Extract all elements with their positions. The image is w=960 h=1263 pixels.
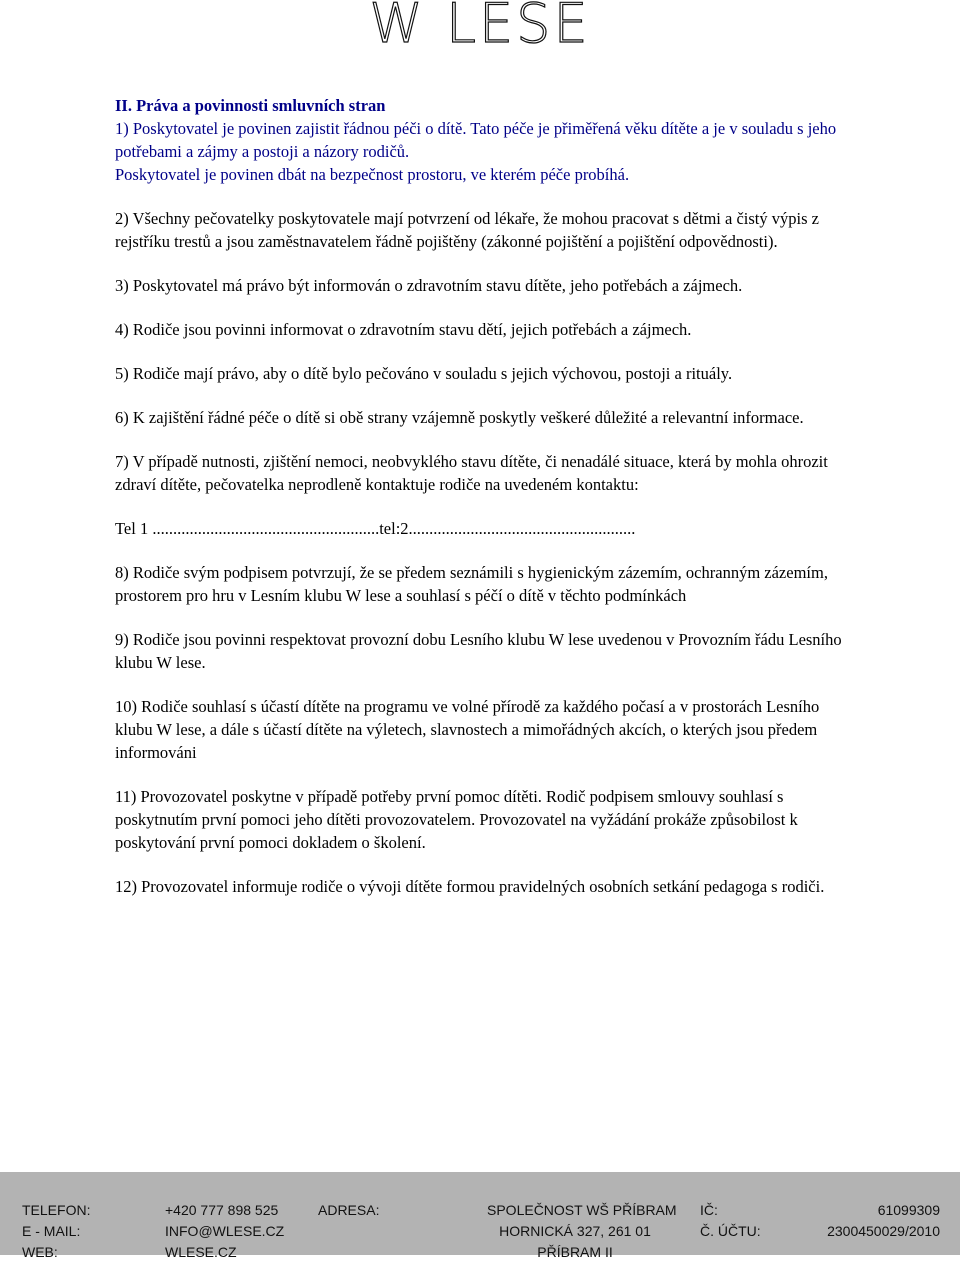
- paragraph-1: 1) Poskytovatel je povinen zajistit řádnou péči o dítě. Tato péče je přiměřená věku dítěte a je v souladu s jeho potřebami a zájmy a postoji a názory rodičů.: [115, 119, 837, 161]
- id-values: [790, 1200, 940, 1242]
- paragraph-8: 8) Rodiče svým podpisem potvrzují, že se předem seznámili s hygienickým zázemím, ochranným zázemím, prostorem pro hru v Lesním klubu W lese a souhlasí s péčí o dítě v těchto podmínkách: [115, 563, 828, 605]
- paragraph-12: 12) Provozovatel informuje rodiče o vývoji dítěte formou pravidelných osobních setkání pedagoga s rodiči.: [115, 877, 825, 896]
- address-line-2: HORNICKÁ 327, 261 01: [499, 1223, 651, 1239]
- document-body: [115, 94, 850, 919]
- address-block: [487, 1200, 677, 1263]
- phone-line: Tel 1 .......................................................tel:2.......................................................: [115, 519, 636, 538]
- address-label: [318, 1200, 379, 1221]
- paragraph-5: 5) Rodiče mají právo, aby o dítě bylo pečováno v souladu s jejich výchovou, postoji a rituály.: [115, 364, 733, 383]
- web-value[interactable]: WLESE.CZ: [165, 1244, 237, 1260]
- email-value[interactable]: INFO@WLESE.CZ: [165, 1223, 285, 1239]
- id-labels: [700, 1200, 761, 1242]
- footer-labels: [22, 1200, 90, 1263]
- address-line-3: PŘÍBRAM II: [537, 1244, 613, 1260]
- paragraph-9: 9) Rodiče jsou povinni respektovat provozní dobu Lesního klubu W lese uvedenou v Provozním řádu Lesního klubu W lese.: [115, 630, 842, 672]
- address-line-1: SPOLEČNOST WŠ PŘÍBRAM: [487, 1202, 677, 1218]
- paragraph-6: 6) K zajištění řádné péče o dítě si obě strany vzájemně poskytly veškeré důležité a relevantní informace.: [115, 408, 804, 427]
- paragraph-2: 2) Všechny pečovatelky poskytovatele mají potvrzení od lékaře, že mohou pracovat s dětmi a čistý výpis z rejstříku trestů a jsou zaměstnavatelem řádně pojištěny (zákonné pojištění a pojištění odpovědnosti).: [115, 209, 819, 251]
- ic-value: 61099309: [877, 1202, 940, 1218]
- account-value: 2300450029/2010: [827, 1223, 940, 1239]
- account-label: Č. ÚČTU:: [700, 1223, 761, 1239]
- logo: W LESE: [369, 0, 591, 55]
- paragraph-3: 3) Poskytovatel má právo být informován o zdravotním stavu dítěte, jeho potřebách a zájmech.: [115, 276, 743, 295]
- paragraph-4: 4) Rodiče jsou povinni informovat o zdravotním stavu dětí, jejich potřebách a zájmech.: [115, 320, 692, 339]
- address-label-text: ADRESA:: [318, 1202, 380, 1218]
- paragraph-7: 7) V případě nutnosti, zjištění nemoci, neobvyklého stavu dítěte, či nenadálé situace, která by mohla ohrozit zdraví dítěte, pečovatelka neprodleně kontaktuje rodiče na uvedeném kontaktu:: [115, 452, 828, 494]
- paragraph-1b: Poskytovatel je povinen dbát na bezpečnost prostoru, ve kterém péče probíhá.: [115, 165, 630, 184]
- phone-value: +420 777 898 525: [165, 1202, 279, 1218]
- phone-label: TELEFON:: [22, 1202, 91, 1218]
- paragraph-11: 11) Provozovatel poskytne v případě potřeby první pomoc dítěti. Rodič podpisem smlouvy souhlasí s poskytnutím první pomoci jeho dítěti provozovatelem. Provozovatel na vyžádání prokáže způsobilost k poskytování první pomoci dokladem o školení.: [115, 787, 798, 852]
- paragraph-10: 10) Rodiče souhlasí s účastí dítěte na programu ve volné přírodě za každého počasí a v prostorách Lesního klubu W lese, a dále s účastí dítěte na výletech, slavnostech a mimořádných akcích, o kterých jsou předem informováni: [115, 697, 820, 762]
- section-heading: II. Práva a povinnosti smluvních stran: [115, 96, 386, 115]
- footer-values: [165, 1200, 284, 1263]
- web-label: WEB:: [22, 1244, 58, 1260]
- email-label: E - MAIL:: [22, 1223, 81, 1239]
- footer: [0, 1172, 960, 1260]
- ic-label: IČ:: [700, 1202, 718, 1218]
